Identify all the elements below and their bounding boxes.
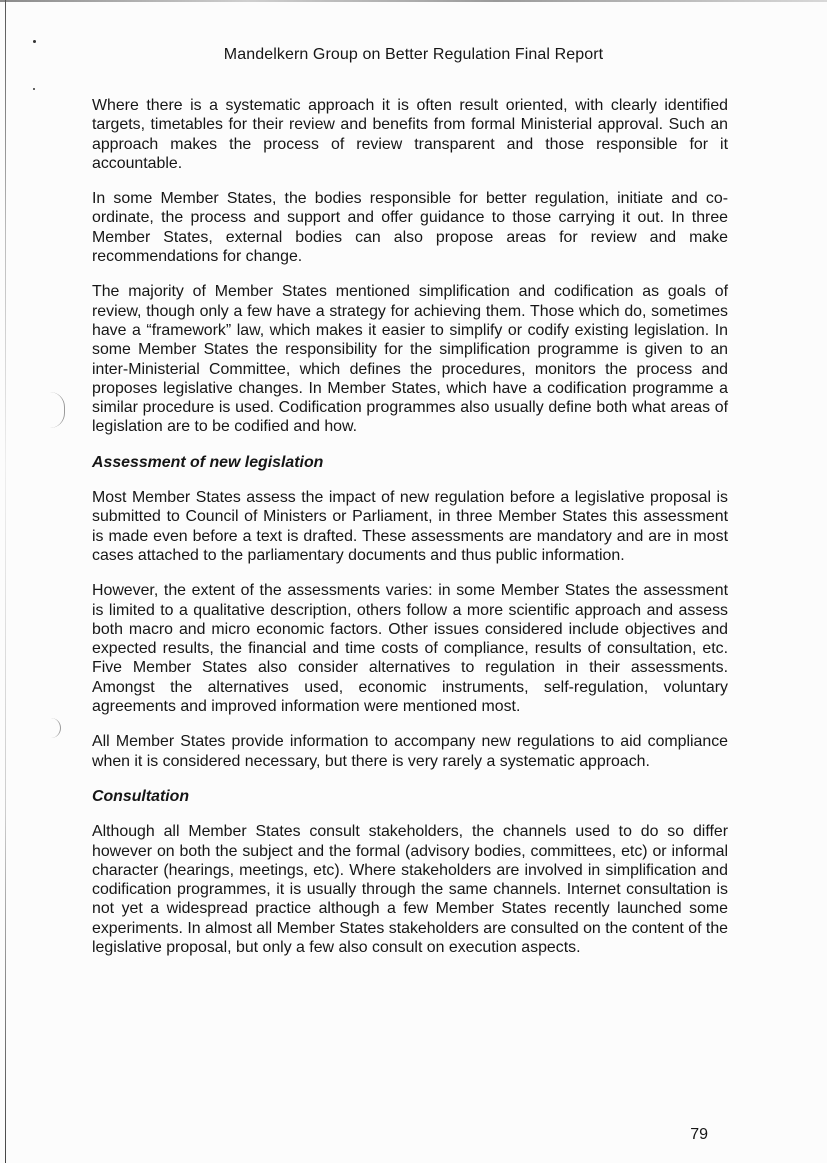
punch-hole-mark: [50, 718, 61, 738]
page-number: 79: [690, 1126, 708, 1143]
punch-hole-mark: [50, 392, 65, 428]
running-header: Mandelkern Group on Better Regulation Final Report: [223, 46, 604, 63]
paragraph-bodies-responsible: In some Member States, the bodies responsible for better regulation, initiate and co-ordinate, the process and support and offer guidance to those carrying it out. In three Member States, external bodies can also propose areas for review and make recommendations for change.: [92, 190, 728, 266]
section-heading-assessment: Assessment of new legislation: [92, 453, 324, 471]
paragraph-impact-assessment: Most Member States assess the impact of new regulation before a legislative proposal is submitted to Council of Ministers or Parliament, in three Member States this assessment is made even before a text is drafted. These assessments are mandatory and are in most cases attached to the parliamentary documents and thus public information.: [92, 489, 728, 564]
paragraph-compliance-information: All Member States provide information to accompany new regulations to aid compliance when it is considered necessary, but there is very rarely a systematic approach.: [92, 733, 728, 770]
scan-border-left: [5, 0, 6, 1163]
paragraph-simplification-codification: The majority of Member States mentioned simplification and codification as goals of review, though only a few have a strategy for achieving them. Those which do, sometimes have a “framework” law, which makes it easier to simplify or codify existing legislation. In some Member States the responsibility for the simplification programme is given to an inter-Ministerial Committee, which defines the procedures, monitors the process and proposes legislative changes. In Member States, which have a codification programme a similar procedure is used. Codification programmes also usually define both what areas of legislation are to be codified and how.: [92, 283, 728, 436]
scan-speck: [33, 88, 35, 90]
report-body: [92, 96, 728, 973]
paragraph-consultation: Although all Member States consult stakeholders, the channels used to do so differ however on both the subject and the formal (advisory bodies, committees, etc) or informal character (hearings, meetings, etc). Where stakeholders are involved in simplification and codification programmes, it is usually through the same channels. Internet consultation is not yet a widespread practice although a few Member States recently launched some experiments. In almost all Member States stakeholders are consulted on the content of the legislative proposal, but only a few also consult on execution aspects.: [92, 823, 728, 956]
paragraph-systematic-approach: Where there is a systematic approach it is often result oriented, with clearly identified targets, timetables for their review and benefits from formal Ministerial approval. Such an approach makes the process of review transparent and those responsible for it accountable.: [92, 97, 728, 172]
scan-border-top: [0, 0, 827, 2]
paragraph-assessment-extent: However, the extent of the assessments varies: in some Member States the assessment is limited to a qualitative description, others follow a more scientific approach and assess both macro and micro economic factors. Other issues considered include objectives and expected results, the financial and time costs of compliance, results of consultation, etc. Five Member States also consider alternatives to regulation in their assessments. Amongst the alternatives used, economic instruments, self-regulation, voluntary agreements and improved information were mentioned most.: [92, 582, 728, 716]
scan-speck: [33, 40, 36, 43]
section-heading-consultation: Consultation: [92, 787, 190, 805]
